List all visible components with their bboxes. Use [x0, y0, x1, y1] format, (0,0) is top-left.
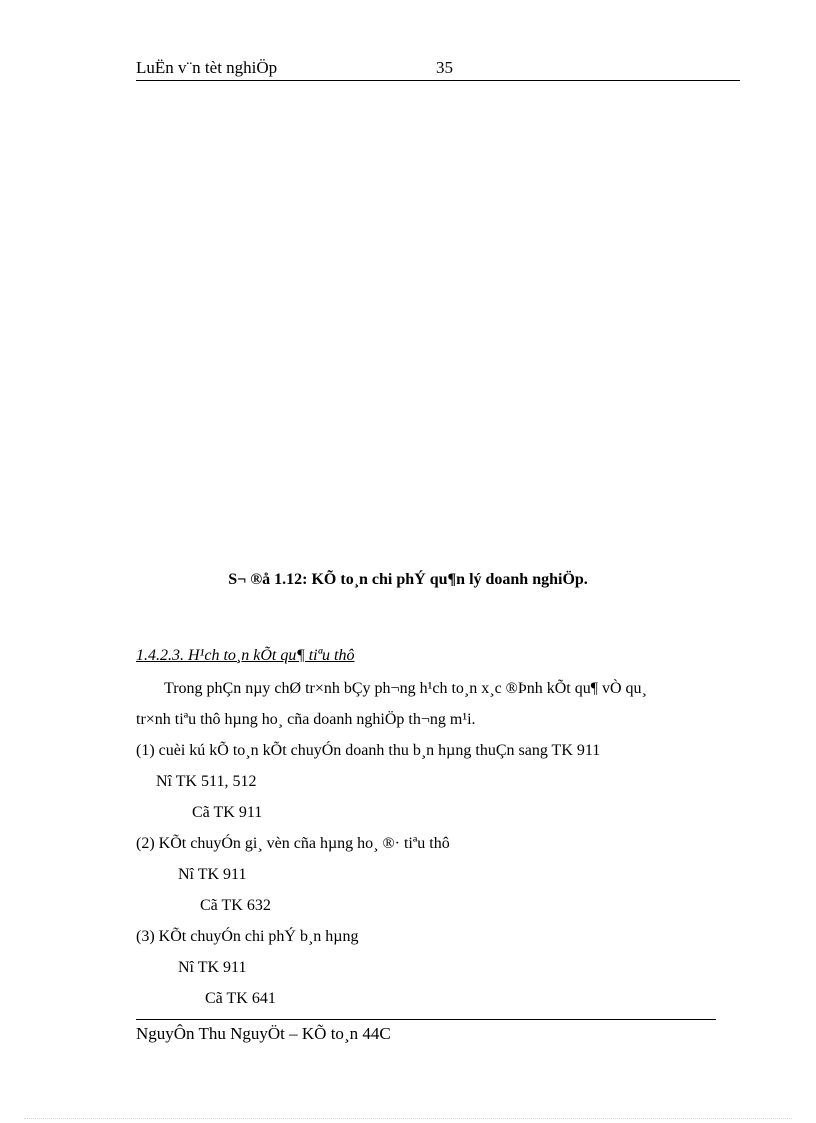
body-line: Nî TK 911 — [178, 959, 247, 976]
footer-author: NguyÔn Thu NguyÖt – KÕ to¸n 44C — [136, 1024, 391, 1043]
body-line: (3) KÕt chuyÓn chi phÝ b¸n hµng — [136, 928, 359, 945]
body-line: Trong phÇn nµy chØ tr×nh bÇy ph¬ng h¹ch to¸n x¸c ®Þnh kÕt qu¶ vÒ qu¸ — [164, 680, 647, 697]
body-line: Nî TK 911 — [178, 866, 247, 883]
body-line: (2) KÕt chuyÓn gi¸ vèn cña hµng ho¸ ®· tiªu thô — [136, 835, 450, 852]
body-line: Cã TK 641 — [205, 990, 276, 1007]
header-rule — [136, 80, 740, 81]
page-number: 35 — [436, 58, 453, 77]
running-header-title: LuËn v¨n tèt nghiÖp — [136, 58, 278, 77]
body-line: (1) cuèi kú kÕ to¸n kÕt chuyÓn doanh thu b¸n hµng thuÇn sang TK 911 — [136, 742, 601, 759]
body-line: Cã TK 632 — [200, 897, 271, 914]
body-line: tr×nh tiªu thô hµng ho¸ cña doanh nghiÖp th¬ng m¹i. — [136, 711, 476, 728]
footer-rule — [136, 1019, 716, 1020]
figure-caption: S¬ ®å 1.12: KÕ to¸n chi phÝ qu¶n lý doanh nghiÖp. — [228, 571, 588, 588]
page-bottom-border — [24, 1118, 792, 1119]
body-line: Nî TK 511, 512 — [156, 773, 257, 790]
body-line: Cã TK 911 — [192, 804, 263, 821]
section-heading: 1.4.2.3. H¹ch to¸n kÕt qu¶ tiªu thô — [136, 647, 355, 664]
